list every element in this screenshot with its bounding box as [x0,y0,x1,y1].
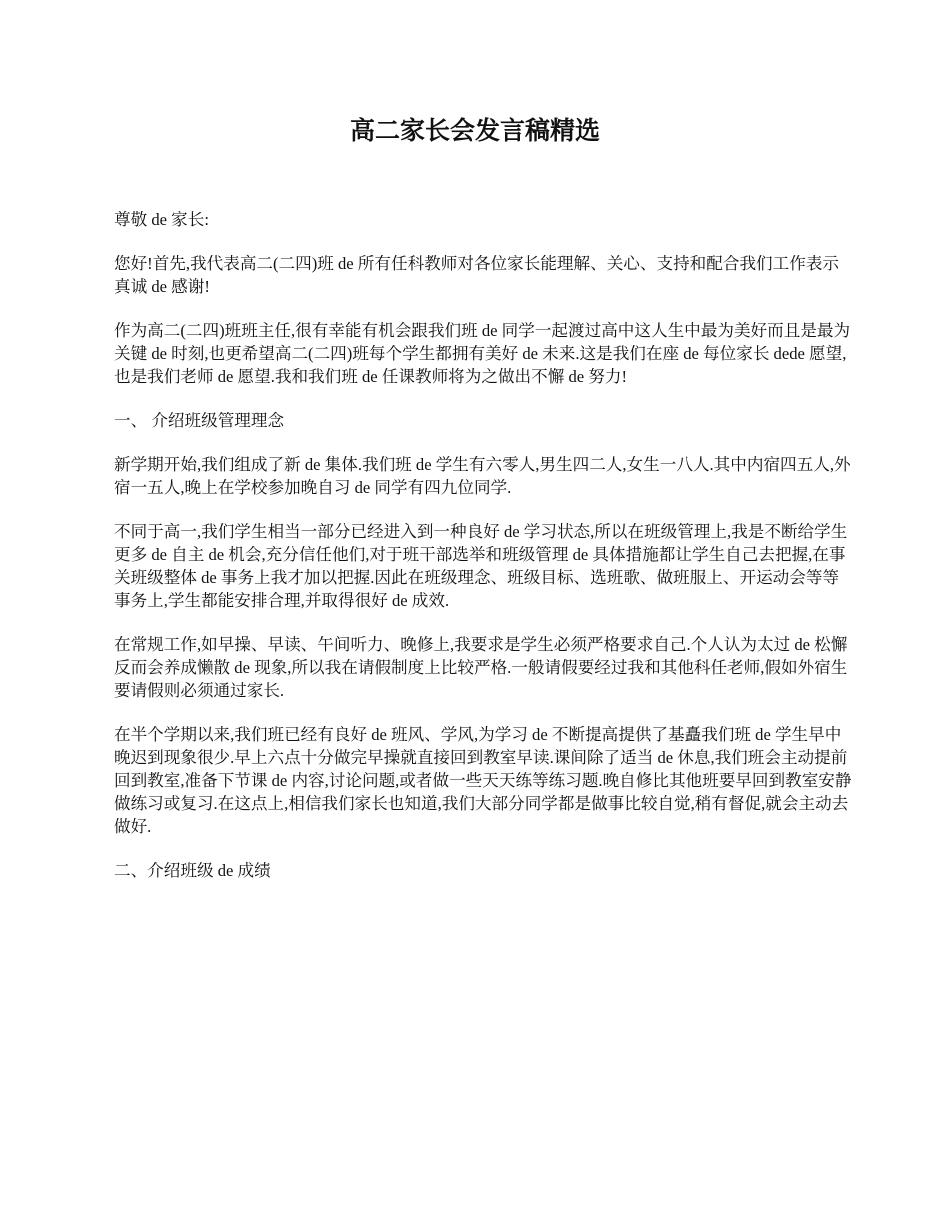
greeting-paragraph: 您好!首先,我代表高二(二四)班 de 所有任科教师对各位家长能理解、关心、支持和配合我们工作表示真诚 de 感谢! [114,254,840,296]
section-heading-1: 一、 介绍班级管理理念 [114,411,285,430]
document-title: 高二家长会发言稿精选 [349,116,600,145]
document-body [114,208,854,882]
intro-paragraph: 作为高二(二四)班班主任,很有幸能有机会跟我们班 de 同学一起渡过高中这人生中最为美好而且是最为关键 de 时刻,也更希望高二(二四)班每个学生都拥有美好 de 未来.这是我们在座 de 每位家长 dede 愿望,也是我们老师 de 愿望.我和我们班 de 任课教师将为之做出不懈 de 努力! [114,321,851,386]
section-heading-2: 二、介绍班级 de 成绩 [114,861,271,880]
management-paragraph: 不同于高一,我们学生相当一部分已经进入到一种良好 de 学习状态,所以在班级管理上,我是不断给学生更多 de 自主 de 机会,充分信任他们,对于班干部选举和班级管理 de 具体措施都让学生自己去把握,在事关班级整体 de 事务上我才加以把握.因此在班级理念、班级目标、选班歌、做班服上、开运动会等等事务上,学生都能安排合理,并取得很好 de 成效. [114,522,848,610]
class-composition-paragraph: 新学期开始,我们组成了新 de 集体.我们班 de 学生有六零人,男生四二人,女生一八人.其中内宿四五人,外宿一五人,晚上在学校参加晚自习 de 同学有四九位同学. [114,455,851,497]
progress-paragraph: 在半个学期以来,我们班已经有良好 de 班风、学风,为学习 de 不断提高提供了基矗我们班 de 学生早中晚迟到现象很少.早上六点十分做完早操就直接回到教室早读.课间除了适当 de 休息,我们班会主动提前回到教室,准备下节课 de 内容,讨论问题,或者做一些天天练等练习题.晚自修比其他班要早回到教室安静做练习或复习.在这点上,相信我们家长也知道,我们大部分同学都是做事比较自觉,稍有督促,就会主动去做好. [114,725,852,836]
routine-paragraph: 在常规工作,如早操、早读、午间听力、晚修上,我要求是学生必须严格要求自己.个人认为太过 de 松懈反而会养成懒散 de 现象,所以我在请假制度上比较严格.一般请假要经过我和其他科任老师,假如外宿生要请假则必须通过家长. [114,635,848,700]
salutation: 尊敬 de 家长: [114,210,209,229]
